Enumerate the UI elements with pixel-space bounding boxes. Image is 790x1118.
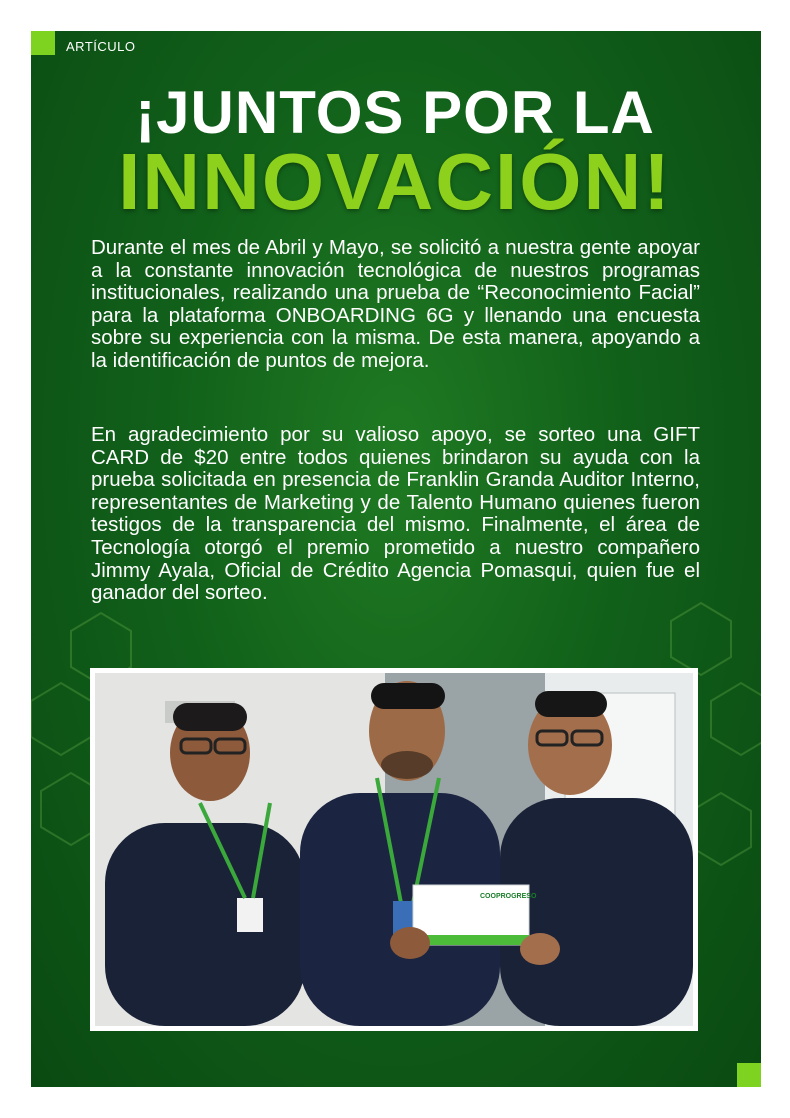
photo-frame [90,668,698,1031]
article-paragraph-2: En agradecimiento por su valioso apoyo, se sorteo una GIFT CARD de $20 entre todos quienes brindaron su ayuda con la prueba solicitada en presencia de Franklin Granda Auditor Interno, representantes de Marketing y de Talento Humano quienes fueron testigos de la transparencia del mismo. Finalmente, el área de Tecnología otorgó el premio prometido a nuestro compañero Jimmy Ayala, Oficial de Crédito Agencia Pomasqui, quien fue el ganador del sorteo. [91,423,700,605]
corner-accent-square-top [31,31,55,55]
award-photo [95,673,693,1026]
card-brand-logo: COOPROGRESO [480,893,537,900]
headline-line-1: ¡JUNTOS POR LA [135,79,655,146]
headline-line-2: INNOVACIÓN! [118,137,672,226]
article-paragraph-1: Durante el mes de Abril y Mayo, se solicitó a nuestra gente apoyar a la constante innovación tecnológica de nuestros programas institucionales, realizando una prueba de “Reconocimiento Facial” para la plataforma ONBOARDING 6G y llenando una encuesta sobre su experiencia con la misma. De esta manera, apoyando a la identificación de puntos de mejora. [91,236,700,372]
corner-accent-square-bottom [737,1063,761,1087]
section-label: ARTÍCULO [66,39,136,54]
photo-illustration [95,673,693,1026]
